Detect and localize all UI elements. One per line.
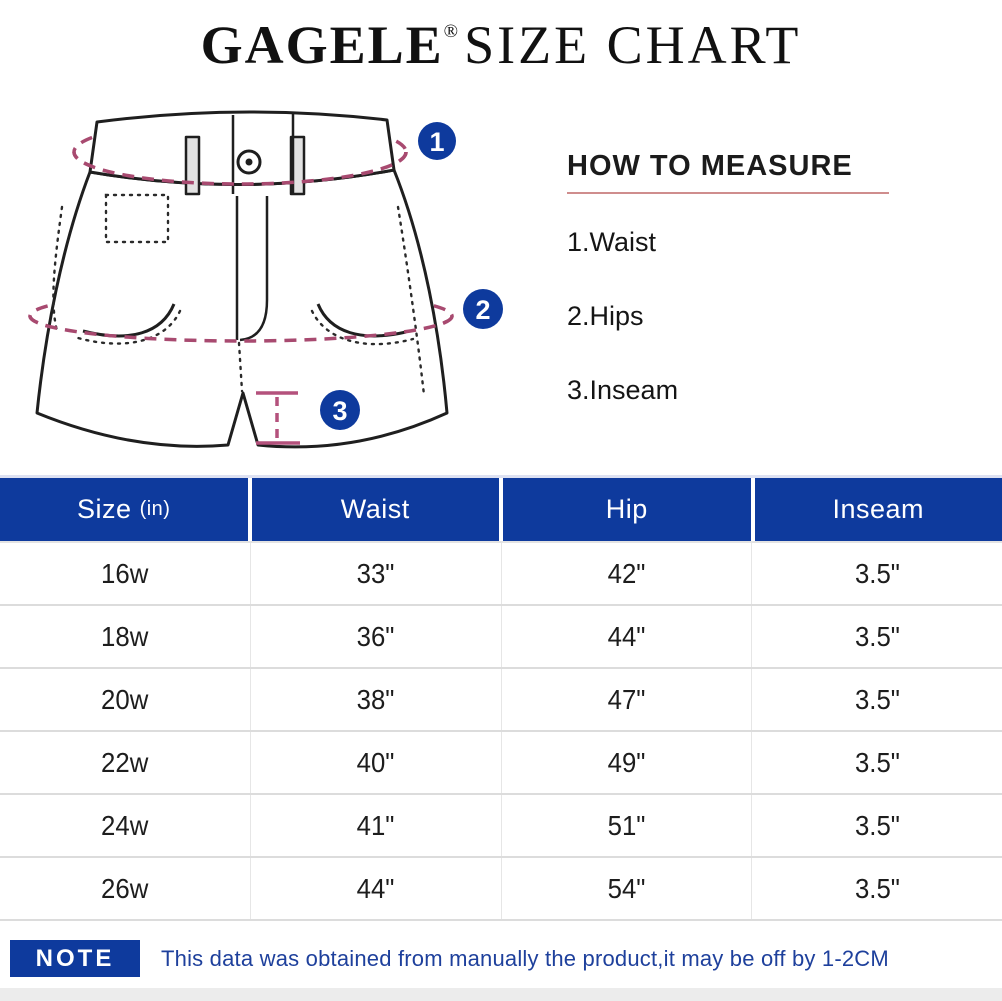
size-table xyxy=(0,475,1002,921)
waistband xyxy=(90,112,394,185)
measure-step-waist: 1.Waist xyxy=(567,227,657,257)
marker-1 xyxy=(418,122,456,160)
cell-hip: 54" xyxy=(607,872,646,904)
how-to-measure-section xyxy=(567,150,987,406)
cell-size: 26w xyxy=(101,872,149,904)
cell-inseam: 3.5" xyxy=(854,683,900,715)
registered-mark: ® xyxy=(443,21,459,42)
measure-step-inseam: 3.Inseam xyxy=(567,375,679,405)
cell-size: 24w xyxy=(101,809,149,841)
cell-waist: 44" xyxy=(356,872,395,904)
header-size: Size (in) xyxy=(0,478,248,541)
table-row xyxy=(0,858,1002,921)
table-header-row xyxy=(0,478,1002,541)
cell-hip: 44" xyxy=(607,620,646,652)
table-row xyxy=(0,606,1002,669)
cell-waist: 40" xyxy=(356,746,395,778)
note-text: This data was obtained from manually the product,it may be off by 1-2CM xyxy=(161,945,889,971)
page-title-text: SIZE CHART xyxy=(464,15,802,75)
cell-waist: 38" xyxy=(356,683,395,715)
marker-3-number: 3 xyxy=(332,396,348,426)
marker-1-number: 1 xyxy=(429,127,445,157)
shorts-diagram xyxy=(0,95,512,477)
cell-hip: 47" xyxy=(607,683,646,715)
table-row xyxy=(0,795,1002,858)
header-waist: Waist xyxy=(252,478,500,541)
note-badge: NOTE xyxy=(10,940,140,977)
header-size-unit: (in) xyxy=(139,498,171,520)
cell-size: 20w xyxy=(101,683,149,715)
measure-step-hips: 2.Hips xyxy=(567,301,644,331)
cell-inseam: 3.5" xyxy=(854,620,900,652)
cell-inseam: 3.5" xyxy=(854,872,900,904)
table-row xyxy=(0,543,1002,606)
marker-2 xyxy=(463,289,503,329)
page-title xyxy=(0,14,1002,76)
shorts-outline xyxy=(37,112,447,447)
marker-2-number: 2 xyxy=(475,295,491,325)
header-hip: Hip xyxy=(503,478,751,541)
cell-inseam: 3.5" xyxy=(854,557,900,589)
table-row xyxy=(0,669,1002,732)
how-to-measure-heading: HOW TO MEASURE xyxy=(567,150,853,182)
table-row xyxy=(0,732,1002,795)
cell-size: 22w xyxy=(101,746,149,778)
cell-size: 16w xyxy=(101,557,149,589)
brand-name: GAGELE xyxy=(200,15,444,75)
header-inseam: Inseam xyxy=(755,478,1002,541)
cell-waist: 33" xyxy=(356,557,395,589)
cell-inseam: 3.5" xyxy=(854,746,900,778)
cell-inseam: 3.5" xyxy=(854,809,900,841)
cell-waist: 36" xyxy=(356,620,395,652)
heading-underline xyxy=(567,192,889,194)
cell-size: 18w xyxy=(101,620,149,652)
cell-waist: 41" xyxy=(356,809,395,841)
note-section xyxy=(10,940,889,977)
table-body xyxy=(0,541,1002,921)
belt-loop-left xyxy=(186,137,199,194)
cell-hip: 51" xyxy=(607,809,646,841)
cell-hip: 42" xyxy=(607,557,646,589)
cell-hip: 49" xyxy=(607,746,646,778)
bottom-strip xyxy=(0,988,1002,1001)
marker-3 xyxy=(320,390,360,430)
